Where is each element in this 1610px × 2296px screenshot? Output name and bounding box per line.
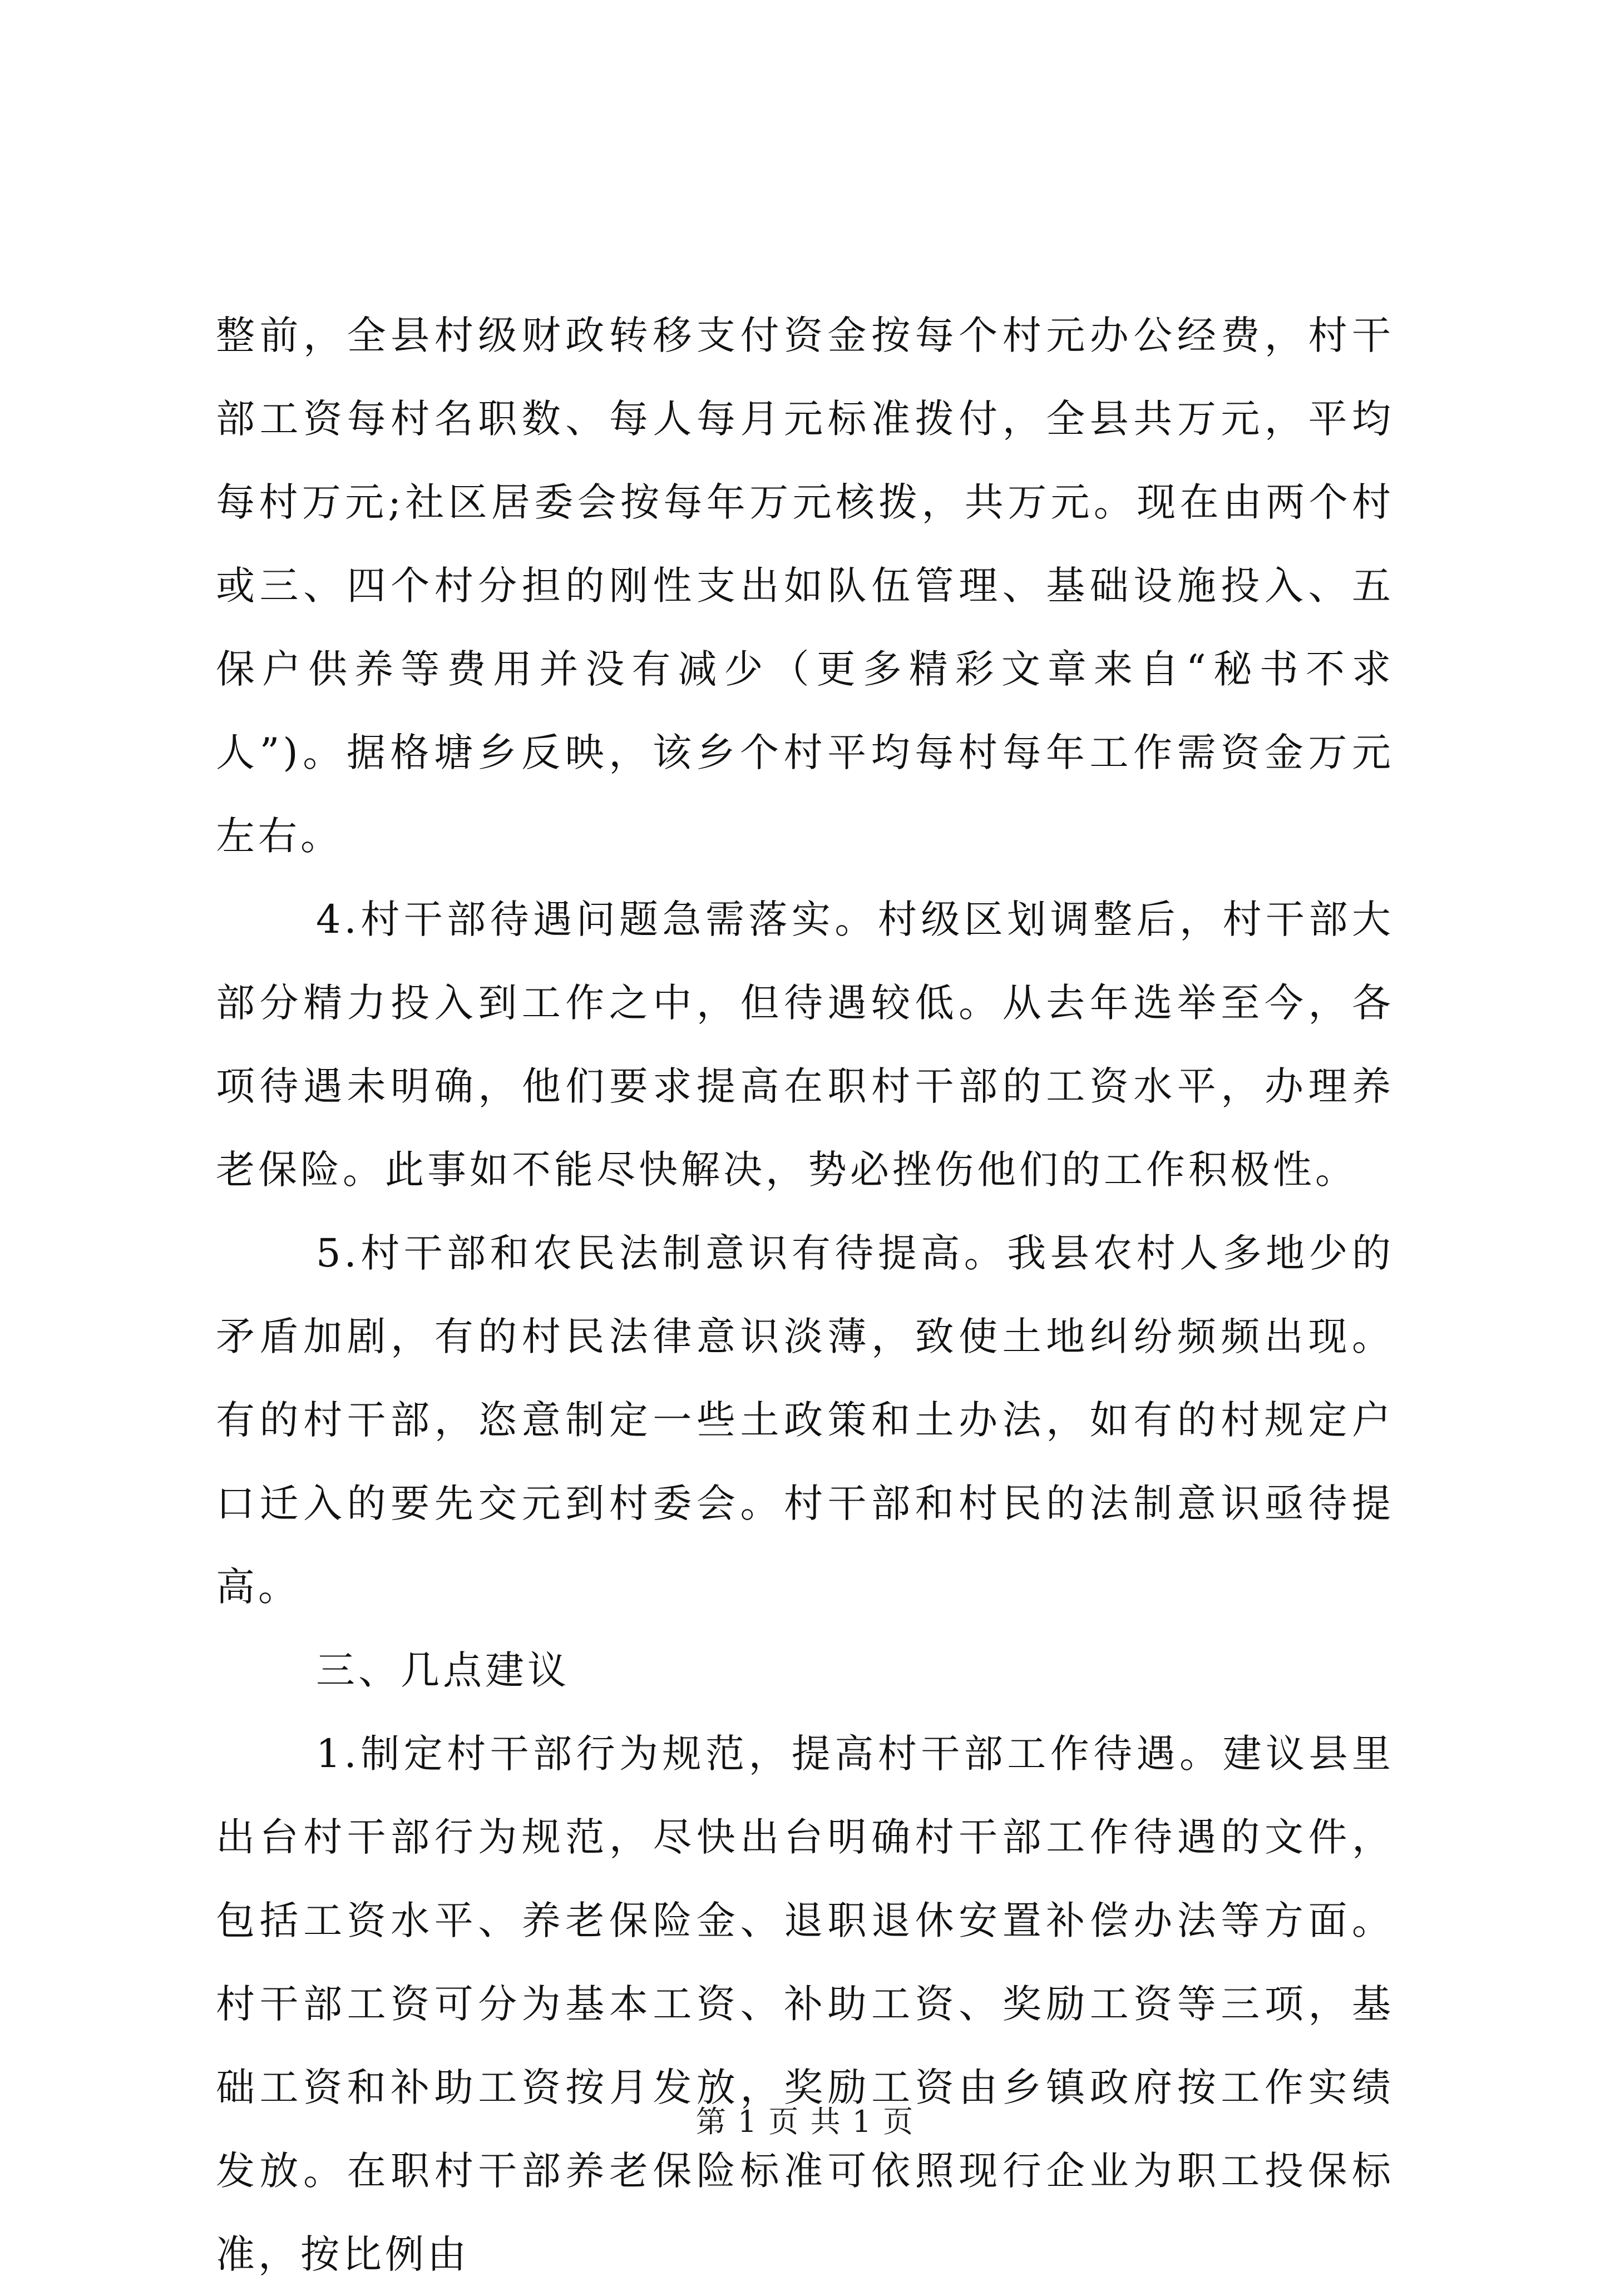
paragraph-item-4: 4.村干部待遇问题急需落实。村级区划调整后，村干部大部分精力投入到工作之中，但待遇较低。从去年选举至今，各项待遇未明确，他们要求提高在职村干部的工资水平，办理养老保险。此事如不能尽快解决，势必挫伤他们的工作积极性。 [216, 897, 1394, 1192]
paragraph-item-5: 5.村干部和农民法制意识有待提高。我县农村人多地少的矛盾加剧，有的村民法律意识淡薄，致使土地纠纷频频出现。有的村干部，恣意制定一些土政策和土办法，如有的村规定户口迁入的要先交元到村委会。村干部和村民的法制意识亟待提高。 [216, 1230, 1394, 1610]
paragraph-continuation: 整前，全县村级财政转移支付资金按每个村元办公经费，村干部工资每村名职数、每人每月元标准拨付，全县共万元，平均每村万元;社区居委会按每年万元核拨，共万元。现在由两个村或三、四个村分担的刚性支出如队伍管理、基础设施投入、五保户供养等费用并没有减少（更多精彩文章来自“秘书不求人”)。据格塘乡反映，该乡个村平均每村每年工作需资金万元左右。 [216, 313, 1394, 859]
section-heading: 三、几点建议 [316, 1647, 570, 1693]
document-body [216, 294, 1394, 2296]
paragraph-suggestion-1: 1.制定村干部行为规范，提高村干部工作待遇。建议县里出台村干部行为规范，尽快出台明确村干部工作待遇的文件，包括工资水平、养老保险金、退职退休安置补偿办法等方面。村干部工资可分为基本工资、补助工资、奖励工资等三项，基础工资和补助工资按月发放，奖励工资由乡镇政府按工作实绩发放。在职村干部养老保险标准可依照现行企业为职工投保标准，按比例由 [216, 1731, 1394, 2277]
page-footer: 第 1 页 共 1 页 [695, 2104, 915, 2139]
